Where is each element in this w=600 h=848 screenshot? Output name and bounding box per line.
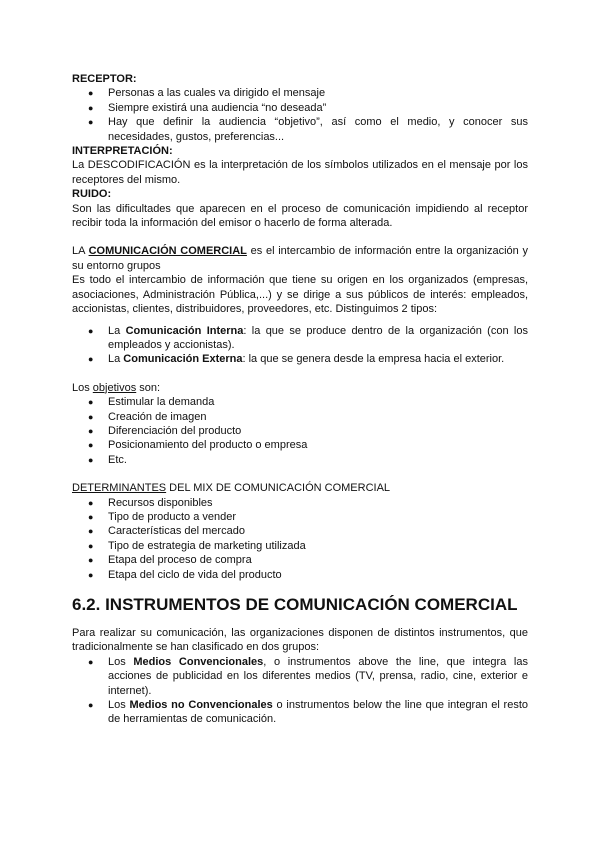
receptor-list <box>72 86 528 144</box>
medios-no-convencionales-term: Medios no Convencionales <box>129 699 273 712</box>
tipos-list <box>72 324 528 367</box>
page-content <box>72 72 528 727</box>
heading-suffix: son: <box>136 381 161 394</box>
list-item: ● Siempre existirá una audiencia “no deseada” <box>72 101 528 115</box>
list-item: ● Características del mercado <box>72 524 528 538</box>
item-suffix: : la que se produce dentro de la organización (con los empleados y accionistas). <box>108 324 528 351</box>
list-item <box>72 324 528 353</box>
item-prefix: La <box>108 353 124 366</box>
section-intro: Para realizar su comunicación, las organizaciones disponen de distintos instrumentos, que tradicionalmente se han clasificado en dos grupos: <box>72 627 528 654</box>
item-suffix: o instrumentos below the line que integran el resto de herramientas de comunicación. <box>108 699 529 726</box>
item-suffix: , o instrumentos above the line, que integra las acciones de publicidad en los diferentes medios (TV, prensa, radio, cine, exterior e internet). <box>108 655 528 697</box>
objetivos-heading <box>72 381 528 395</box>
item-prefix: Los <box>108 655 134 668</box>
list-item <box>72 698 528 727</box>
comunicacion-comercial-term: COMUNICACIÓN COMERCIAL <box>88 245 247 258</box>
objetivos-list <box>72 395 528 467</box>
section-title: 6.2. INSTRUMENTOS DE COMUNICACIÓN COMERCIAL <box>72 595 518 614</box>
item-suffix: : la que se genera desde la empresa hacia el exterior. <box>242 353 505 366</box>
heading-prefix: Los <box>72 381 93 394</box>
list-item: ● Tipo de estrategia de marketing utilizada <box>72 539 528 553</box>
ruido-text: Son las dificultades que aparecen en el proceso de comunicación impidiendo al receptor recibir toda la información del emisor o hacerlo de forma alterada. <box>72 202 528 230</box>
item-prefix: Los <box>108 699 130 712</box>
list-item: ● Posicionamiento del producto o empresa <box>72 438 528 452</box>
list-item: ● Personas a las cuales va dirigido el mensaje <box>72 86 528 100</box>
definition-suffix: es el intercambio de información entre la organización y su entorno grupos <box>72 245 528 272</box>
receptor-heading: RECEPTOR: <box>72 73 137 85</box>
comunicacion-definition <box>72 244 528 273</box>
interpretacion-heading: INTERPRETACIÓN: <box>72 145 173 158</box>
comunicacion-externa-term: Comunicación Externa <box>123 353 243 366</box>
list-item <box>72 655 528 698</box>
interpretacion-text: La DESCODIFICACIÓN es la interpretación de los símbolos utilizados en el mensaje por los receptores del mismo. <box>72 159 528 186</box>
definition-prefix: LA <box>72 245 89 258</box>
determinantes-heading <box>72 481 528 495</box>
list-item: ● Etapa del ciclo de vida del producto <box>72 568 528 582</box>
objetivos-term: objetivos <box>92 381 137 394</box>
determinantes-list <box>72 496 528 582</box>
list-item: ● Creación de imagen <box>72 410 528 424</box>
determinantes-term: DETERMINANTES <box>72 482 167 495</box>
heading-suffix: DEL MIX DE COMUNICACIÓN COMERCIAL <box>166 482 391 495</box>
list-item: ● Estimular la demanda <box>72 395 528 409</box>
list-item: ● Etc. <box>72 453 528 467</box>
list-item: ● Recursos disponibles <box>72 496 528 510</box>
item-prefix: La <box>108 324 126 337</box>
list-item: ● Hay que definir la audiencia “objetivo”, así como el medio, y conocer sus necesidades, gustos, preferencias... <box>72 115 528 144</box>
list-item: ● Etapa del proceso de compra <box>72 553 528 567</box>
list-item: ● Diferenciación del producto <box>72 424 528 438</box>
list-item: ● Tipo de producto a vender <box>72 510 528 524</box>
medios-convencionales-term: Medios Convencionales <box>133 655 264 668</box>
list-item <box>72 352 528 366</box>
comunicacion-text: Es todo el intercambio de información que tiene su origen en los organizados (empresas, asociaciones, Administración Pública,...) y se dirige a sus públicos de interés: empleados, accionistas, clientes, distribuidores, proveedores, etc. Distinguimos 2 tipos: <box>72 274 528 316</box>
comunicacion-interna-term: Comunicación Interna <box>125 324 244 337</box>
instrumentos-list <box>72 655 528 727</box>
ruido-heading: RUIDO: <box>72 188 112 201</box>
